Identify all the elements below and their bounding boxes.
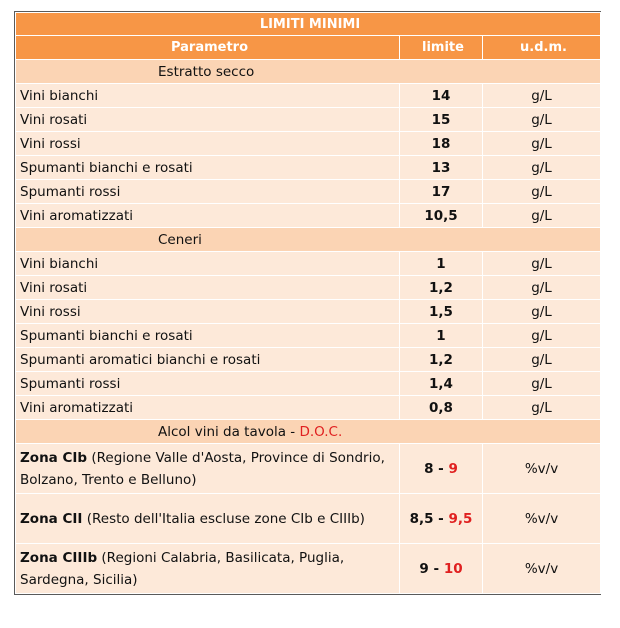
row-value [400,494,483,544]
row-name: Vini rosati [16,276,400,300]
row-value: 15 [400,108,483,132]
zone-cell [16,494,400,544]
limits-table [15,12,601,594]
table-row [16,204,601,228]
table-row [16,324,601,348]
value-sep: - [433,510,449,527]
section-alcol [16,420,601,444]
doc-value: 9 [448,460,458,477]
row-unit: %v/v [483,544,601,594]
row-name: Spumanti rossi [16,372,400,396]
row-value: 1,2 [400,348,483,372]
limits-table-container [14,11,601,595]
row-value: 1 [400,324,483,348]
row-value: 17 [400,180,483,204]
section-estratto-secco [16,60,601,84]
row-name: Vini aromatizzati [16,396,400,420]
row-unit: g/L [483,84,601,108]
section-label: Estratto secco [16,60,601,84]
row-unit: g/L [483,156,601,180]
min-value: 8,5 [409,510,434,527]
table-row [16,300,601,324]
section-label: Ceneri [16,228,601,252]
row-unit: g/L [483,348,601,372]
row-name: Spumanti aromatici bianchi e rosati [16,348,400,372]
row-unit: %v/v [483,444,601,494]
table-title: LIMITI MINIMI [16,13,601,36]
row-unit: g/L [483,204,601,228]
table-row [16,372,601,396]
min-value: 9 [419,560,429,577]
row-value: 10,5 [400,204,483,228]
row-unit: g/L [483,324,601,348]
table-row [16,276,601,300]
zone-cell [16,444,400,494]
doc-value: 10 [443,560,463,577]
row-name: Vini aromatizzati [16,204,400,228]
table-row [16,84,601,108]
row-unit: g/L [483,300,601,324]
row-name: Spumanti bianchi e rosati [16,324,400,348]
header-row [16,36,601,60]
table-row [16,108,601,132]
zone-name: Zona CIb [20,449,88,466]
row-name: Vini bianchi [16,84,400,108]
header-udm: u.d.m. [483,36,601,60]
row-unit: g/L [483,252,601,276]
row-value: 0,8 [400,396,483,420]
table-row [16,348,601,372]
header-limite: limite [400,36,483,60]
row-name: Spumanti bianchi e rosati [16,156,400,180]
header-parametro: Parametro [16,36,400,60]
row-value: 1,4 [400,372,483,396]
min-value: 8 [424,460,434,477]
row-name: Vini rosati [16,108,400,132]
row-value: 1 [400,252,483,276]
value-sep: - [433,460,449,477]
zone-name: Zona CII [20,510,83,527]
table-row [16,396,601,420]
row-unit: %v/v [483,494,601,544]
row-name: Vini rossi [16,300,400,324]
row-value: 14 [400,84,483,108]
table-row [16,180,601,204]
zone-name: Zona CIIIb [20,549,98,566]
table-row [16,132,601,156]
section-ceneri [16,228,601,252]
row-unit: g/L [483,180,601,204]
zone-cell [16,544,400,594]
table-row [16,494,601,544]
row-unit: g/L [483,108,601,132]
zone-desc: (Resto dell'Italia escluse zone CIb e CIIIb) [82,510,365,527]
row-value: 1,5 [400,300,483,324]
zone-desc: (Regione Valle d'Aosta, Province di Sondrio, Bolzano, Trento e Belluno) [20,449,385,488]
row-unit: g/L [483,132,601,156]
row-value [400,444,483,494]
table-row [16,444,601,494]
row-value: 13 [400,156,483,180]
row-name: Vini bianchi [16,252,400,276]
row-unit: g/L [483,276,601,300]
zone-desc: (Regioni Calabria, Basilicata, Puglia, Sardegna, Sicilia) [20,549,345,588]
row-name: Vini rossi [16,132,400,156]
row-value [400,544,483,594]
section-label [16,420,601,444]
table-row [16,156,601,180]
section-label-text: Alcol vini da tavola - [158,423,300,440]
doc-value: 9,5 [448,510,473,527]
row-name: Spumanti rossi [16,180,400,204]
row-value: 1,2 [400,276,483,300]
row-unit: g/L [483,396,601,420]
doc-highlight: D.O.C. [299,423,343,440]
row-value: 18 [400,132,483,156]
table-row [16,252,601,276]
row-unit: g/L [483,372,601,396]
value-sep: - [428,560,444,577]
table-row [16,544,601,594]
table-title-row [16,13,601,36]
